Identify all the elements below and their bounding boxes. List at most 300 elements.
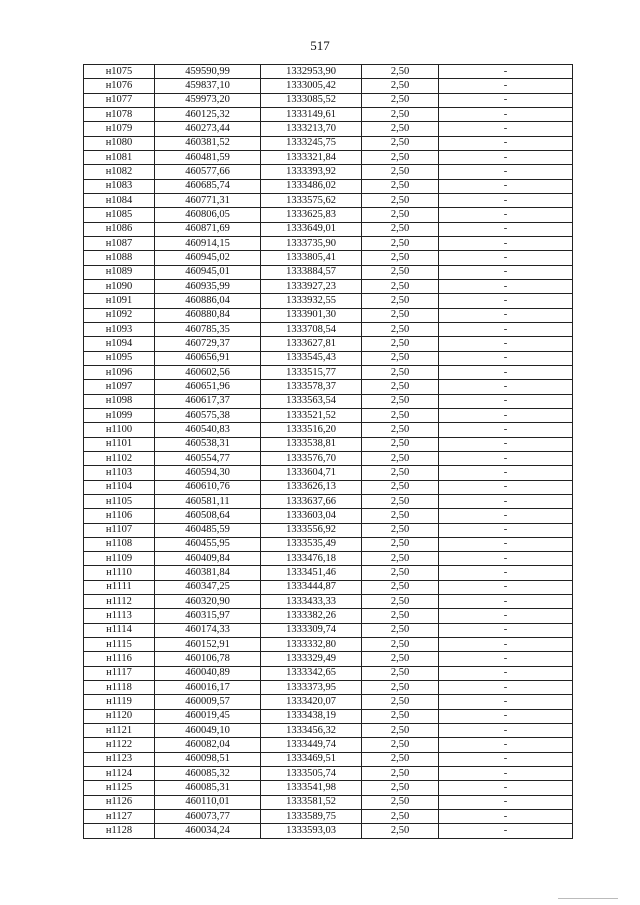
point-id-cell: н1075 [84,65,155,79]
point-id-cell: н1103 [84,466,155,480]
note-cell: - [439,308,573,322]
point-id-cell: н1117 [84,666,155,680]
y-coordinate-cell: 1333735,90 [261,236,362,250]
error-value-cell: 2,50 [362,523,439,537]
y-coordinate-cell: 1333927,23 [261,279,362,293]
error-value-cell: 2,50 [362,566,439,580]
point-id-cell: н1086 [84,222,155,236]
point-id-cell: н1085 [84,208,155,222]
y-coordinate-cell: 1333505,74 [261,767,362,781]
note-cell: - [439,322,573,336]
error-value-cell: 2,50 [362,652,439,666]
point-id-cell: н1115 [84,638,155,652]
x-coordinate-cell: 460485,59 [155,523,261,537]
y-coordinate-cell: 1333575,62 [261,193,362,207]
error-value-cell: 2,50 [362,150,439,164]
table-row [84,380,573,394]
x-coordinate-cell: 460594,30 [155,466,261,480]
table-row [84,236,573,250]
table-row [84,122,573,136]
point-id-cell: н1089 [84,265,155,279]
x-coordinate-cell: 460685,74 [155,179,261,193]
y-coordinate-cell: 1333578,37 [261,380,362,394]
point-id-cell: н1128 [84,824,155,838]
note-cell: - [439,537,573,551]
error-value-cell: 2,50 [362,165,439,179]
error-value-cell: 2,50 [362,65,439,79]
x-coordinate-cell: 460455,95 [155,537,261,551]
note-cell: - [439,580,573,594]
note-cell: - [439,279,573,293]
point-id-cell: н1084 [84,193,155,207]
y-coordinate-cell: 1333486,02 [261,179,362,193]
error-value-cell: 2,50 [362,609,439,623]
y-coordinate-cell: 1333149,61 [261,107,362,121]
point-id-cell: н1093 [84,322,155,336]
note-cell: - [439,251,573,265]
note-cell: - [439,681,573,695]
point-id-cell: н1111 [84,580,155,594]
error-value-cell: 2,50 [362,136,439,150]
y-coordinate-cell: 1333805,41 [261,251,362,265]
table-row [84,279,573,293]
table-row [84,451,573,465]
y-coordinate-cell: 1333626,13 [261,480,362,494]
y-coordinate-cell: 1333393,92 [261,165,362,179]
table-row [84,193,573,207]
x-coordinate-cell: 460034,24 [155,824,261,838]
x-coordinate-cell: 460174,33 [155,623,261,637]
error-value-cell: 2,50 [362,423,439,437]
error-value-cell: 2,50 [362,480,439,494]
y-coordinate-cell: 1333321,84 [261,150,362,164]
table-row [84,208,573,222]
x-coordinate-cell: 460009,57 [155,695,261,709]
note-cell: - [439,222,573,236]
table-row [84,681,573,695]
table-row [84,509,573,523]
point-id-cell: н1113 [84,609,155,623]
x-coordinate-cell: 460575,38 [155,408,261,422]
note-cell: - [439,351,573,365]
y-coordinate-cell: 1333581,52 [261,795,362,809]
y-coordinate-cell: 1333932,55 [261,294,362,308]
y-coordinate-cell: 1333545,43 [261,351,362,365]
error-value-cell: 2,50 [362,265,439,279]
coordinates-table [83,64,573,839]
table-row [84,265,573,279]
table-row [84,365,573,379]
point-id-cell: н1123 [84,752,155,766]
error-value-cell: 2,50 [362,494,439,508]
error-value-cell: 2,50 [362,294,439,308]
error-value-cell: 2,50 [362,380,439,394]
table-row [84,795,573,809]
note-cell: - [439,408,573,422]
point-id-cell: н1099 [84,408,155,422]
point-id-cell: н1114 [84,623,155,637]
point-id-cell: н1112 [84,595,155,609]
error-value-cell: 2,50 [362,781,439,795]
x-coordinate-cell: 460085,31 [155,781,261,795]
table-row [84,394,573,408]
x-coordinate-cell: 460945,01 [155,265,261,279]
table-row [84,523,573,537]
table-row [84,781,573,795]
y-coordinate-cell: 1333433,33 [261,595,362,609]
point-id-cell: н1097 [84,380,155,394]
x-coordinate-cell: 460381,52 [155,136,261,150]
table-row [84,709,573,723]
note-cell: - [439,552,573,566]
x-coordinate-cell: 460315,97 [155,609,261,623]
error-value-cell: 2,50 [362,236,439,250]
point-id-cell: н1090 [84,279,155,293]
error-value-cell: 2,50 [362,695,439,709]
point-id-cell: н1126 [84,795,155,809]
error-value-cell: 2,50 [362,681,439,695]
table-row [84,824,573,838]
x-coordinate-cell: 459590,99 [155,65,261,79]
point-id-cell: н1110 [84,566,155,580]
x-coordinate-cell: 460806,05 [155,208,261,222]
x-coordinate-cell: 460880,84 [155,308,261,322]
error-value-cell: 2,50 [362,623,439,637]
error-value-cell: 2,50 [362,365,439,379]
table-row [84,294,573,308]
y-coordinate-cell: 1333469,51 [261,752,362,766]
x-coordinate-cell: 460610,76 [155,480,261,494]
point-id-cell: н1118 [84,681,155,695]
x-coordinate-cell: 460481,59 [155,150,261,164]
x-coordinate-cell: 460073,77 [155,810,261,824]
note-cell: - [439,724,573,738]
point-id-cell: н1087 [84,236,155,250]
y-coordinate-cell: 1333449,74 [261,738,362,752]
point-id-cell: н1095 [84,351,155,365]
y-coordinate-cell: 1333213,70 [261,122,362,136]
note-cell: - [439,193,573,207]
y-coordinate-cell: 1333901,30 [261,308,362,322]
y-coordinate-cell: 1332953,90 [261,65,362,79]
note-cell: - [439,523,573,537]
y-coordinate-cell: 1333332,80 [261,638,362,652]
x-coordinate-cell: 460581,11 [155,494,261,508]
y-coordinate-cell: 1333625,83 [261,208,362,222]
x-coordinate-cell: 460152,91 [155,638,261,652]
y-coordinate-cell: 1333603,04 [261,509,362,523]
y-coordinate-cell: 1333342,65 [261,666,362,680]
note-cell: - [439,365,573,379]
table-row [84,222,573,236]
y-coordinate-cell: 1333593,03 [261,824,362,838]
y-coordinate-cell: 1333541,98 [261,781,362,795]
error-value-cell: 2,50 [362,322,439,336]
table-row [84,810,573,824]
point-id-cell: н1108 [84,537,155,551]
point-id-cell: н1120 [84,709,155,723]
error-value-cell: 2,50 [362,638,439,652]
error-value-cell: 2,50 [362,208,439,222]
note-cell: - [439,566,573,580]
y-coordinate-cell: 1333476,18 [261,552,362,566]
error-value-cell: 2,50 [362,537,439,551]
x-coordinate-cell: 460554,77 [155,451,261,465]
error-value-cell: 2,50 [362,451,439,465]
note-cell: - [439,394,573,408]
y-coordinate-cell: 1333456,32 [261,724,362,738]
note-cell: - [439,666,573,680]
note-cell: - [439,623,573,637]
table-row [84,322,573,336]
table-row [84,251,573,265]
y-coordinate-cell: 1333627,81 [261,337,362,351]
note-cell: - [439,709,573,723]
y-coordinate-cell: 1333538,81 [261,437,362,451]
table-row [84,752,573,766]
table-row [84,724,573,738]
point-id-cell: н1098 [84,394,155,408]
point-id-cell: н1105 [84,494,155,508]
point-id-cell: н1078 [84,107,155,121]
table-row [84,494,573,508]
point-id-cell: н1096 [84,365,155,379]
error-value-cell: 2,50 [362,552,439,566]
x-coordinate-cell: 460110,01 [155,795,261,809]
note-cell: - [439,795,573,809]
note-cell: - [439,423,573,437]
table-row [84,466,573,480]
table-row [84,609,573,623]
x-coordinate-cell: 460935,99 [155,279,261,293]
error-value-cell: 2,50 [362,107,439,121]
error-value-cell: 2,50 [362,193,439,207]
table-row [84,351,573,365]
y-coordinate-cell: 1333535,49 [261,537,362,551]
point-id-cell: н1104 [84,480,155,494]
error-value-cell: 2,50 [362,810,439,824]
table-row [84,79,573,93]
error-value-cell: 2,50 [362,824,439,838]
x-coordinate-cell: 460381,84 [155,566,261,580]
note-cell: - [439,65,573,79]
y-coordinate-cell: 1333708,54 [261,322,362,336]
y-coordinate-cell: 1333576,70 [261,451,362,465]
point-id-cell: н1101 [84,437,155,451]
table-row [84,623,573,637]
error-value-cell: 2,50 [362,738,439,752]
y-coordinate-cell: 1333373,95 [261,681,362,695]
error-value-cell: 2,50 [362,79,439,93]
table-row [84,767,573,781]
note-cell: - [439,738,573,752]
x-coordinate-cell: 460540,83 [155,423,261,437]
x-coordinate-cell: 460082,04 [155,738,261,752]
y-coordinate-cell: 1333005,42 [261,79,362,93]
note-cell: - [439,509,573,523]
error-value-cell: 2,50 [362,437,439,451]
error-value-cell: 2,50 [362,767,439,781]
y-coordinate-cell: 1333637,66 [261,494,362,508]
table-row [84,165,573,179]
error-value-cell: 2,50 [362,509,439,523]
y-coordinate-cell: 1333589,75 [261,810,362,824]
scan-edge-line [558,898,618,899]
page-number: 517 [310,38,330,53]
y-coordinate-cell: 1333451,46 [261,566,362,580]
y-coordinate-cell: 1333521,52 [261,408,362,422]
point-id-cell: н1082 [84,165,155,179]
point-id-cell: н1100 [84,423,155,437]
x-coordinate-cell: 460019,45 [155,709,261,723]
error-value-cell: 2,50 [362,709,439,723]
note-cell: - [439,451,573,465]
note-cell: - [439,265,573,279]
note-cell: - [439,165,573,179]
x-coordinate-cell: 460320,90 [155,595,261,609]
table-row [84,566,573,580]
table-row [84,695,573,709]
note-cell: - [439,652,573,666]
point-id-cell: н1124 [84,767,155,781]
error-value-cell: 2,50 [362,93,439,107]
x-coordinate-cell: 460914,15 [155,236,261,250]
note-cell: - [439,810,573,824]
error-value-cell: 2,50 [362,752,439,766]
point-id-cell: н1102 [84,451,155,465]
point-id-cell: н1091 [84,294,155,308]
error-value-cell: 2,50 [362,179,439,193]
table-row [84,179,573,193]
y-coordinate-cell: 1333245,75 [261,136,362,150]
coordinates-table-body [84,65,573,839]
note-cell: - [439,136,573,150]
note-cell: - [439,93,573,107]
table-row [84,423,573,437]
note-cell: - [439,79,573,93]
table-row [84,93,573,107]
y-coordinate-cell: 1333382,26 [261,609,362,623]
table-row [84,580,573,594]
x-coordinate-cell: 460945,02 [155,251,261,265]
y-coordinate-cell: 1333884,57 [261,265,362,279]
x-coordinate-cell: 460409,84 [155,552,261,566]
point-id-cell: н1119 [84,695,155,709]
table-row [84,666,573,680]
y-coordinate-cell: 1333563,54 [261,394,362,408]
x-coordinate-cell: 460617,37 [155,394,261,408]
y-coordinate-cell: 1333309,74 [261,623,362,637]
note-cell: - [439,337,573,351]
error-value-cell: 2,50 [362,394,439,408]
note-cell: - [439,122,573,136]
error-value-cell: 2,50 [362,466,439,480]
error-value-cell: 2,50 [362,337,439,351]
table-row [84,308,573,322]
y-coordinate-cell: 1333085,52 [261,93,362,107]
y-coordinate-cell: 1333556,92 [261,523,362,537]
table-row [84,552,573,566]
point-id-cell: н1127 [84,810,155,824]
table-row [84,107,573,121]
error-value-cell: 2,50 [362,279,439,293]
table-row [84,537,573,551]
x-coordinate-cell: 460871,69 [155,222,261,236]
note-cell: - [439,695,573,709]
table-row [84,337,573,351]
error-value-cell: 2,50 [362,251,439,265]
point-id-cell: н1122 [84,738,155,752]
x-coordinate-cell: 460098,51 [155,752,261,766]
table-row [84,65,573,79]
note-cell: - [439,609,573,623]
x-coordinate-cell: 460085,32 [155,767,261,781]
point-id-cell: н1079 [84,122,155,136]
point-id-cell: н1080 [84,136,155,150]
x-coordinate-cell: 460538,31 [155,437,261,451]
x-coordinate-cell: 459837,10 [155,79,261,93]
error-value-cell: 2,50 [362,795,439,809]
y-coordinate-cell: 1333329,49 [261,652,362,666]
x-coordinate-cell: 460106,78 [155,652,261,666]
x-coordinate-cell: 460729,37 [155,337,261,351]
x-coordinate-cell: 460656,91 [155,351,261,365]
note-cell: - [439,179,573,193]
y-coordinate-cell: 1333515,77 [261,365,362,379]
x-coordinate-cell: 460602,56 [155,365,261,379]
point-id-cell: н1077 [84,93,155,107]
error-value-cell: 2,50 [362,308,439,322]
error-value-cell: 2,50 [362,595,439,609]
error-value-cell: 2,50 [362,222,439,236]
table-row [84,652,573,666]
note-cell: - [439,824,573,838]
x-coordinate-cell: 460273,44 [155,122,261,136]
error-value-cell: 2,50 [362,351,439,365]
x-coordinate-cell: 460040,89 [155,666,261,680]
note-cell: - [439,107,573,121]
table-row [84,738,573,752]
point-id-cell: н1083 [84,179,155,193]
y-coordinate-cell: 1333604,71 [261,466,362,480]
y-coordinate-cell: 1333438,19 [261,709,362,723]
table-row [84,437,573,451]
y-coordinate-cell: 1333420,07 [261,695,362,709]
note-cell: - [439,208,573,222]
table-row [84,480,573,494]
table-row [84,638,573,652]
x-coordinate-cell: 460577,66 [155,165,261,179]
point-id-cell: н1094 [84,337,155,351]
x-coordinate-cell: 460651,96 [155,380,261,394]
note-cell: - [439,752,573,766]
note-cell: - [439,437,573,451]
point-id-cell: н1107 [84,523,155,537]
x-coordinate-cell: 460886,04 [155,294,261,308]
point-id-cell: н1116 [84,652,155,666]
error-value-cell: 2,50 [362,122,439,136]
point-id-cell: н1121 [84,724,155,738]
table-row [84,136,573,150]
note-cell: - [439,466,573,480]
note-cell: - [439,494,573,508]
y-coordinate-cell: 1333444,87 [261,580,362,594]
point-id-cell: н1076 [84,79,155,93]
point-id-cell: н1125 [84,781,155,795]
note-cell: - [439,294,573,308]
error-value-cell: 2,50 [362,408,439,422]
table-row [84,595,573,609]
